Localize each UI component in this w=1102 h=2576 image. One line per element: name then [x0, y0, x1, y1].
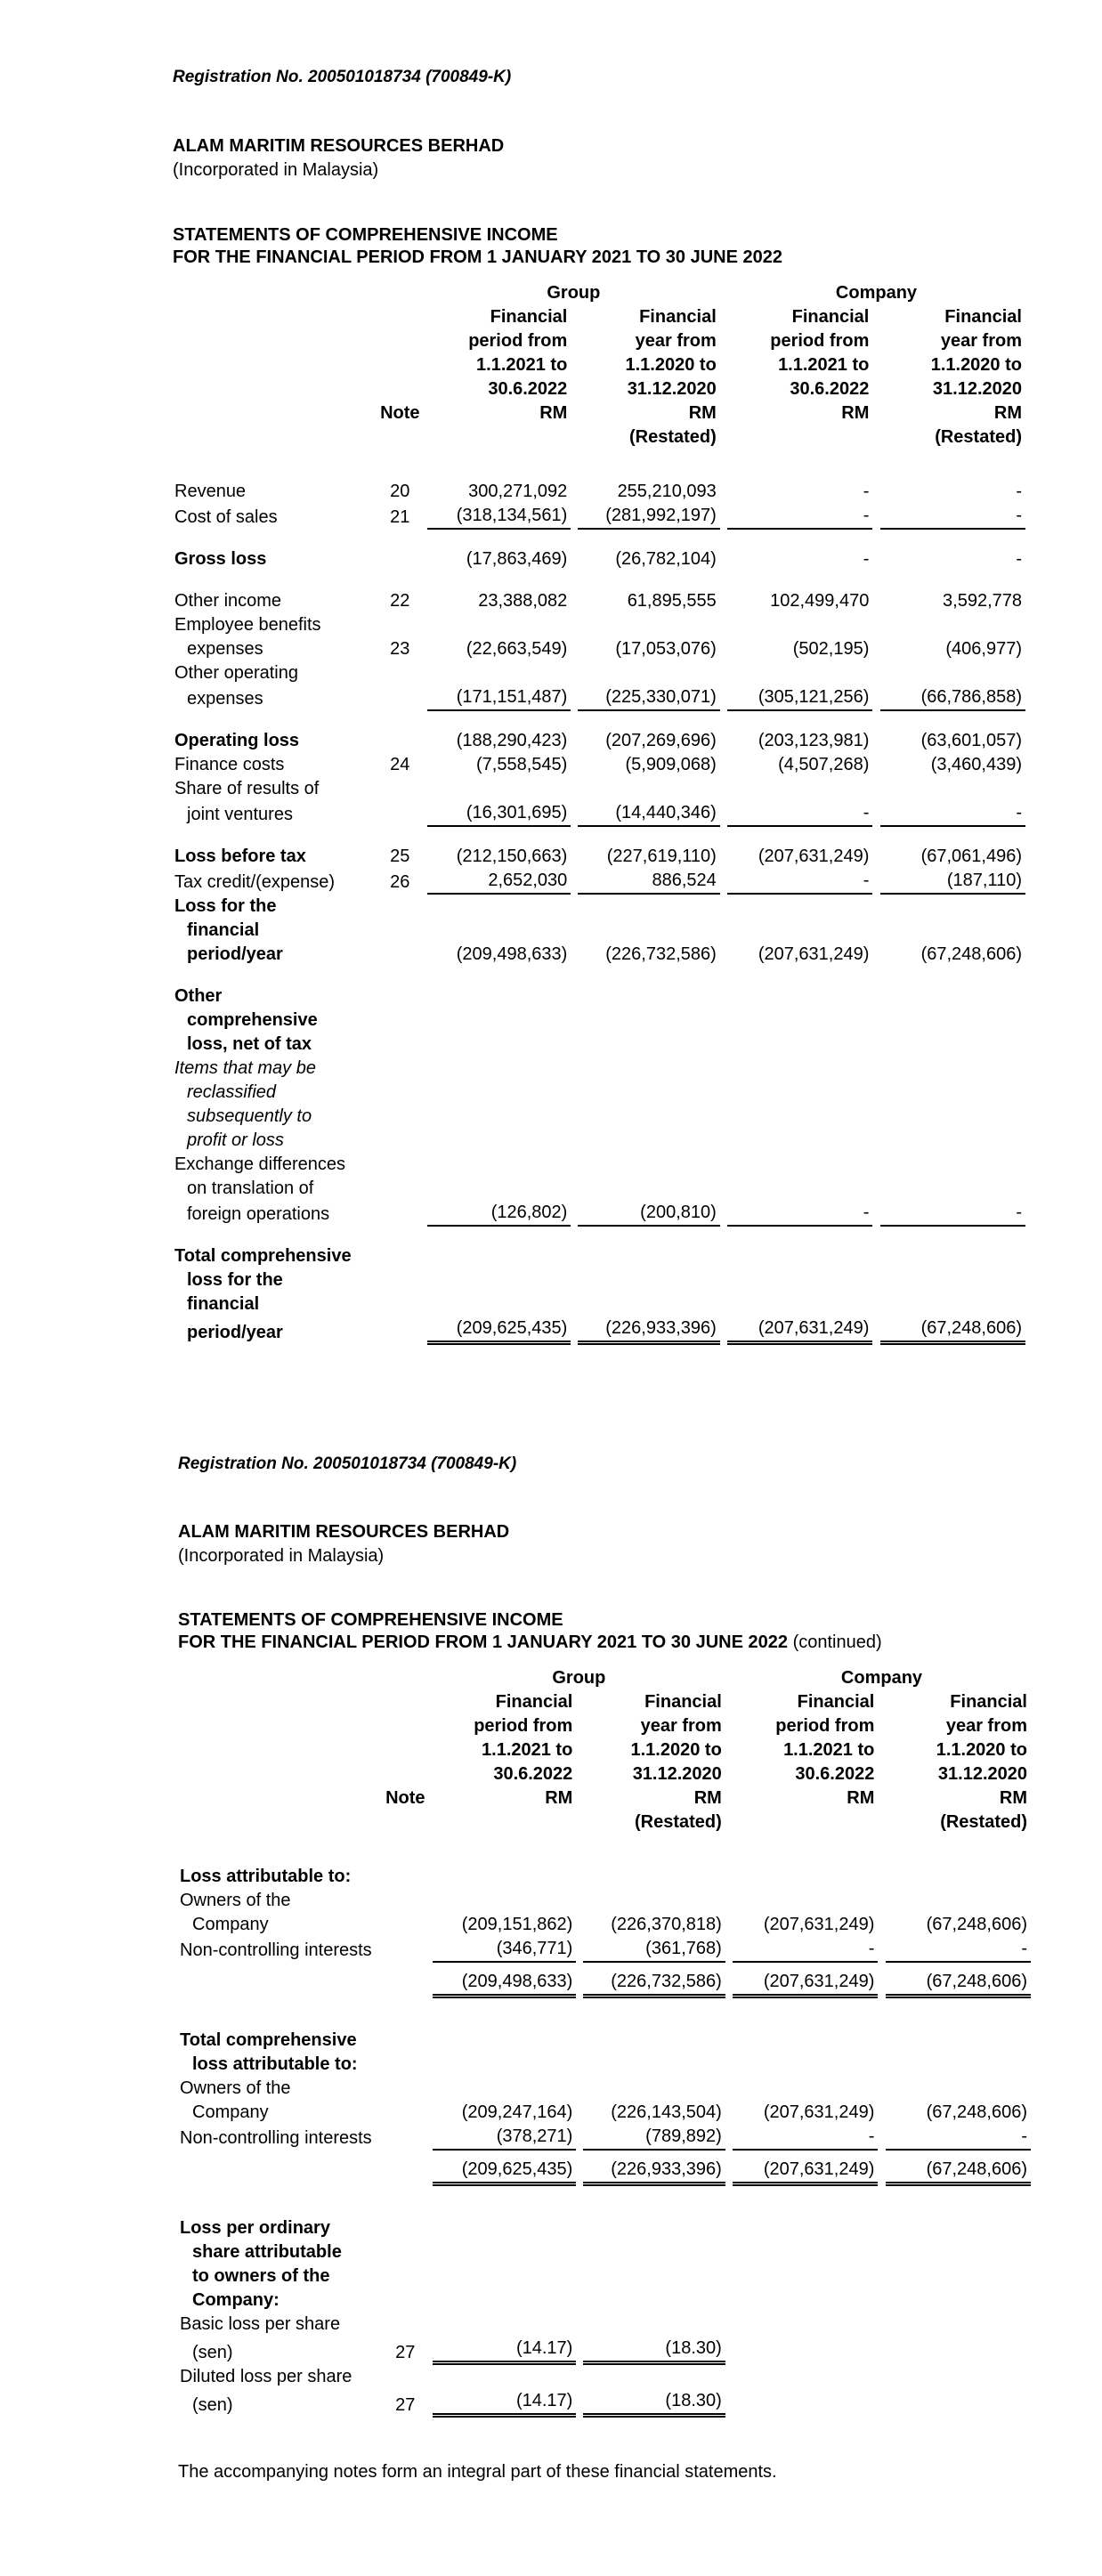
row-exchange-differences: foreign operations (126,802) (200,810) - - [174, 1201, 1025, 1227]
row-other-operating-expenses: expenses (171,151,487) (225,330,071) (305,121,256) (66,786,858) [174, 685, 1025, 711]
tcl-attributable-heading: Total comprehensive [180, 2030, 357, 2050]
column-header-group-2020: Financial year from 1.1.2020 to 31.12.2020 RM (Restated) [625, 307, 717, 447]
row-revenue: Revenue 20 300,271,092 255,210,093 - - [174, 482, 1022, 501]
note-header: Note [380, 403, 420, 423]
statement-page-2 [0, 1424, 1102, 2576]
incorporation-note-2: (Incorporated in Malaysia) [178, 1546, 385, 1566]
statement-title-line-1: STATEMENTS OF COMPREHENSIVE INCOME [173, 225, 558, 245]
statement-title-line-2: FOR THE FINANCIAL PERIOD FROM 1 JANUARY 2021 TO 30 JUNE 2022 [173, 247, 782, 267]
row-employee-benefits: expenses 23 (22,663,549) (17,053,076) (502,195) (406,977) [187, 639, 1022, 659]
row-owners-tcl: Company (209,247,164) (226,143,504) (207,631,249) (67,248,606) [192, 2102, 1027, 2122]
row-gross-loss: Gross loss (17,863,469) (26,782,104) - - [174, 549, 1022, 569]
oci-heading: Other [174, 986, 223, 1006]
row-loss-for-period: period/year (209,498,633) (226,732,586) (207,631,249) (67,248,606) [187, 944, 1022, 964]
attribution-table: Group Company Note Financial period from 1.1.2021 to 30.6.2022 RM Financial year from 1.1.2020 to 31.12.2020 RM (Restated) Financial period from 1.1.2021 to 30.6.2022 RM Financial year from 1.1.2020 to 31.12.2020 RM (Restated) Loss attributable to: Owners of the Company (209,151,862) (226,370,818) (207,631,249) (67,248,606) Non-controlling interests (346,771) (361,768) - - (209,498,633) (226,732,586) (207,631,249) (67,248,606) Total comprehensive loss attributable to: Owners of the Company (209,247,164) (226,143,504) (207,631,249) (67,248,606) Non-controlling interests (378,271) (789,892) - - (209,625,435) (226,933,396) (207,631,249) (67,248,606) Loss per ordinary share attributable to owners of the Company: Basic loss per share (sen) 27 (14.17) (18.30) Diluted loss per share (sen) 27 (14.17) (18.30) [180, 1666, 1031, 2418]
row-tcl-total: (209,625,435) (226,933,396) (207,631,249) (67,248,606) [180, 2158, 1031, 2186]
registration-number-2: Registration No. 200501018734 (700849-K) [178, 1454, 517, 1473]
row-owners-loss: Company (209,151,862) (226,370,818) (207,631,249) (67,248,606) [192, 1915, 1027, 1934]
row-basic-lps: (sen) 27 (14.17) (18.30) [180, 2337, 1031, 2365]
row-total-comprehensive-loss: period/year (209,625,435) (226,933,396) (207,631,249) (67,248,606) [174, 1316, 1025, 1345]
group-header: Group [547, 283, 601, 303]
statement-title [173, 224, 782, 269]
row-finance-costs: Finance costs 24 (7,558,545) (5,909,068) (4,507,268) (3,460,439) [174, 755, 1022, 774]
registration-number: Registration No. 200501018734 (700849-K) [173, 68, 512, 86]
row-nci-loss: Non-controlling interests (346,771) (361,768) - - [180, 1937, 1031, 1963]
column-header-company-2022: Financial period from 1.1.2021 to 30.6.2022 RM [770, 307, 870, 423]
row-other-income: Other income 22 23,388,082 61,895,555 102,499,470 3,592,778 [174, 591, 1022, 611]
row-share-joint-ventures: joint ventures (16,301,695) (14,440,346) - - [174, 801, 1025, 827]
row-loss-before-tax: Loss before tax 25 (212,150,663) (227,619,110) (207,631,249) (67,061,496) [174, 847, 1022, 866]
statement-title-2: STATEMENTS OF COMPREHENSIVE INCOME FOR THE FINANCIAL PERIOD FROM 1 JANUARY 2021 TO 30 JUNE 2022 (continued) [178, 1610, 882, 1652]
column-header-group-2022: Financial period from 1.1.2021 to 30.6.2022 RM [468, 307, 568, 423]
column-header-company-2020: Financial year from 1.1.2020 to 31.12.2020 RM (Restated) [930, 307, 1022, 447]
company-name-2: ALAM MARITIM RESOURCES BERHAD [178, 1522, 510, 1542]
lps-heading: Loss per ordinary [180, 2218, 330, 2238]
company-name: ALAM MARITIM RESOURCES BERHAD [173, 136, 505, 156]
loss-attributable-heading: Loss attributable to: [180, 1867, 352, 1886]
row-diluted-lps: (sen) 27 (14.17) (18.30) [180, 2389, 1031, 2418]
row-tax: Tax credit/(expense) 26 2,652,030 886,524 - (187,110) [174, 869, 1025, 895]
incorporation-note: (Incorporated in Malaysia) [173, 160, 379, 180]
company-header: Company [835, 283, 918, 303]
footer-note: The accompanying notes form an integral part of these financial statements. [178, 2462, 777, 2482]
row-nci-tcl: Non-controlling interests (378,271) (789,892) - - [180, 2125, 1031, 2151]
row-cost-of-sales: Cost of sales 21 (318,134,561) (281,992,197) - - [174, 504, 1025, 530]
income-statement-table: Group Company Note Financial period from 1.1.2021 to 30.6.2022 RM Financial year from 1.1.2020 to 31.12.2020 RM (Restated) Financial period from 1.1.2021 to 30.6.2022 RM Financial year from 1.1.2020 to 31.12.2020 RM (Restated) Revenue 20 300,271,092 255,210,093 - - Cost of sales 21 (318,134,561) (281,992,197) - - Gross loss (17,863,469) (26,782,104) - - Other income 22 23,388,082 61,895,555 102,499,470 3,592,778 Employee benefits expenses 23 (22,663,549) (17,053,076) (502,195) (406,977) Other operating expenses (171,151,487) (225,330,071) (305,121,256) (66,786,858) Operating loss (188,290,423) (207,269,696) (203,123,981) (63,601,057) Finance costs 24 (7,558,545) (5,909,068) (4,507,268) (3,460,439) Share of results of joint ventures (16,301,695) (14,440,346) - - Loss before tax 25 (212,150,663) (227,619,110) (207,631,249) (67,061,496) Tax credit/(expense) 26 2,652,030 886,524 - (187,110) Loss for the financial period/year (209,498,633) (226,732,586) (207,631,249) (67,248,606) Other comprehensive loss, net of tax Items that may be reclassified subsequently to profit or loss Exchange differences on translation of foreign operations (126,802) (200,810) - - Total comprehensive loss for the financial period/year (209,625,435) (226,933,396) (207,631,249) (67,248,606) [174, 281, 1025, 1345]
row-operating-loss: Operating loss (188,290,423) (207,269,696) (203,123,981) (63,601,057) [174, 731, 1022, 750]
row-loss-total: (209,498,633) (226,732,586) (207,631,249) (67,248,606) [180, 1970, 1031, 1998]
